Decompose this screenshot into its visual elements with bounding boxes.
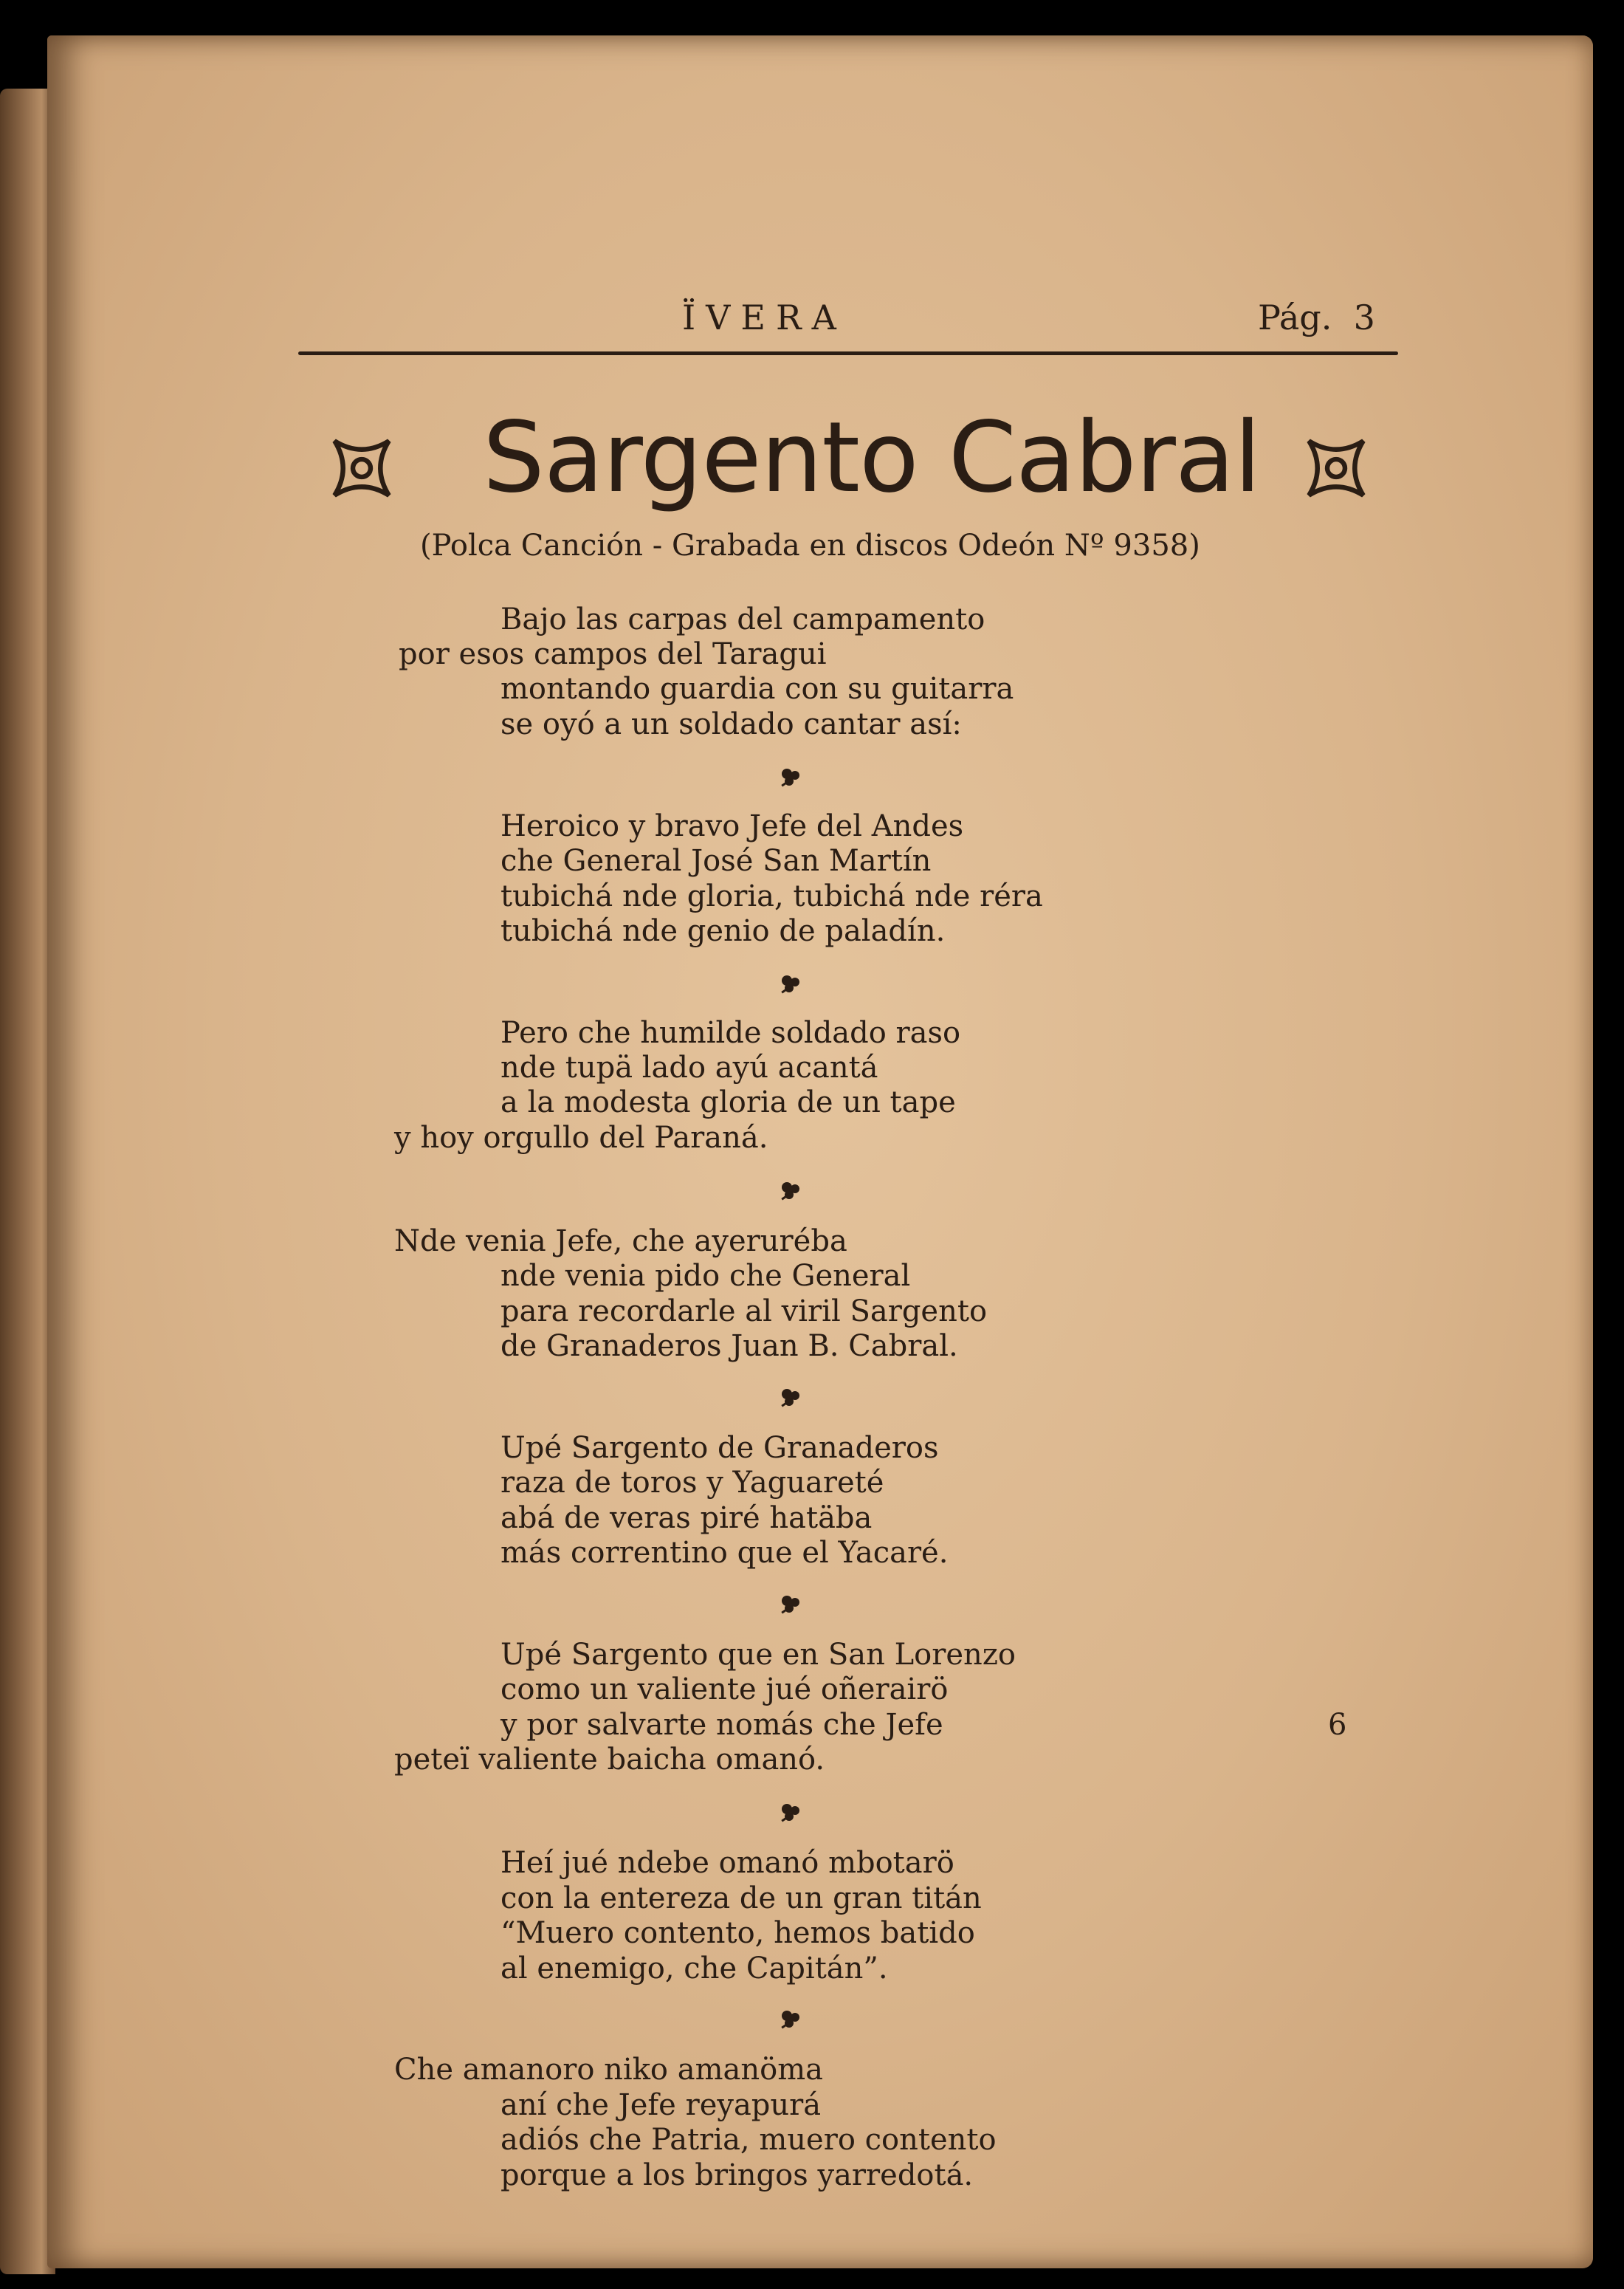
lyric-line: aní che Jefe reyapurá [500, 2088, 822, 2122]
clover-flourish-icon [778, 973, 803, 995]
clover-flourish-icon [778, 2008, 803, 2031]
lyric-line: como un valiente jué oñerairö [500, 1672, 949, 1706]
margin-number: 6 [1328, 1708, 1347, 1742]
header-rule [298, 351, 1398, 355]
lyric-line: “Muero contento, hemos batido [500, 1916, 975, 1950]
running-header-title: ÏVERA [682, 298, 847, 337]
lyric-line: porque a los bringos yarredotá. [500, 2158, 974, 2192]
lyric-line: peteï valiente baicha omanó. [394, 1743, 825, 1777]
quatrefoil-ornament-icon [328, 434, 396, 502]
lyric-line: por esos campos del Taragui [399, 637, 827, 671]
lyric-line: Nde venia Jefe, che ayeruréba [394, 1224, 847, 1258]
song-title: Sargento Cabral [483, 401, 1261, 515]
lyric-line: Heí jué ndebe omanó mbotarö [500, 1846, 954, 1880]
lyric-line: a la modesta gloria de un tape [500, 1085, 956, 1119]
clover-flourish-icon [778, 766, 803, 789]
lyric-line: y hoy orgullo del Paraná. [394, 1121, 768, 1155]
lyric-line: y por salvarte nomás che Jefe [500, 1708, 943, 1742]
lyric-line: nde venia pido che General [500, 1259, 911, 1293]
lyric-line: nde tupä lado ayú acantá [500, 1051, 878, 1085]
lyric-line: Upé Sargento de Granaderos [500, 1431, 939, 1465]
lyric-line: tubichá nde genio de paladín. [500, 914, 946, 948]
quatrefoil-ornament-icon [1302, 434, 1370, 502]
lyric-line: raza de toros y Yaguareté [500, 1466, 884, 1500]
lyric-line: Upé Sargento que en San Lorenzo [500, 1638, 1016, 1672]
lyric-line: montando guardia con su guitarra [500, 672, 1014, 706]
lyric-line: Che amanoro niko amanöma [394, 2053, 823, 2087]
lyric-line: Pero che humilde soldado raso [500, 1016, 961, 1050]
lyric-line: de Granaderos Juan B. Cabral. [500, 1329, 958, 1363]
lyric-line: Heroico y bravo Jefe del Andes [500, 809, 964, 843]
clover-flourish-icon [778, 1593, 803, 1616]
lyric-line: abá de veras piré hatäba [500, 1501, 873, 1535]
song-subtitle: (Polca Canción - Grabada en discos Odeón Nº 9358) [420, 529, 1200, 563]
lyric-line: tubichá nde gloria, tubichá nde réra [500, 879, 1043, 913]
lyric-line: Bajo las carpas del campamento [500, 603, 985, 636]
lyric-line: che General José San Martín [500, 844, 932, 878]
lyric-line: adiós che Patria, muero contento [500, 2123, 997, 2157]
lyric-line: para recordarle al viril Sargento [500, 1294, 988, 1328]
page-number: Pág. 3 [1258, 298, 1375, 337]
lyric-line: se oyó a un soldado cantar así: [500, 707, 962, 741]
clover-flourish-icon [778, 1802, 803, 1824]
lyric-line: con la entereza de un gran titán [500, 1881, 982, 1915]
clover-flourish-icon [778, 1180, 803, 1202]
clover-flourish-icon [778, 1387, 803, 1409]
book-page [47, 35, 1593, 2268]
lyric-line: más correntino que el Yacaré. [500, 1536, 949, 1570]
lyric-line: al enemigo, che Capitán”. [500, 1952, 888, 1986]
